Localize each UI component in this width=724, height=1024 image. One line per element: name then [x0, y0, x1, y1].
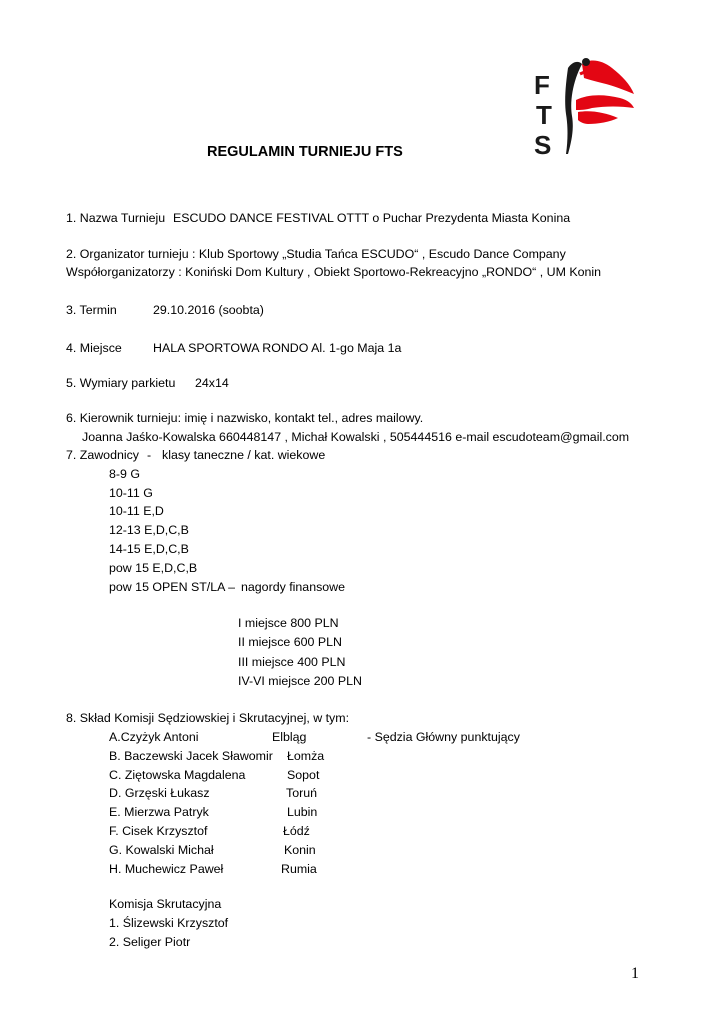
judge-city: Rumia [281, 862, 317, 876]
class-item: 12-13 E,D,C,B [109, 523, 189, 537]
competitors-dash: - [147, 448, 152, 462]
judge-city: Konin [284, 843, 316, 857]
judge-name: B. Baczewski Jacek Sławomir [109, 749, 273, 763]
scrutiny-member: 2. Seliger Piotr [109, 935, 191, 949]
class-item: 8-9 G [109, 467, 140, 481]
competitors-subtitle: klasy taneczne / kat. wiekowe [162, 448, 326, 462]
judge-city: Łódź [283, 824, 310, 838]
venue-label: 4. Miejsce [66, 341, 122, 355]
tournament-name: ESCUDO DANCE FESTIVAL OTTT o Puchar Prezydenta Miasta Konina [173, 211, 571, 225]
scrutiny-heading: Komisja Skrutacyjna [109, 897, 222, 911]
class-item: pow 15 OPEN ST/LA – [109, 580, 236, 594]
class-item: 10-11 G [109, 486, 153, 500]
judge-name: A.Czyżyk Antoni [109, 730, 199, 744]
svg-text:S: S [534, 130, 552, 158]
prize-item: I miejsce 800 PLN [238, 616, 339, 630]
co-organizers-line: Współorganizatorzy : Koniński Dom Kultury , Obiekt Sportowo-Rekreacyjno „RONDO“ , UM Konin [66, 265, 602, 279]
judge-city: Toruń [286, 786, 317, 800]
scrutiny-member: 1. Ślizewski Krzysztof [109, 916, 229, 930]
prize-item: IV-VI miejsce 200 PLN [238, 674, 362, 688]
class-item: 14-15 E,D,C,B [109, 542, 189, 556]
judge-name: G. Kowalski Michał [109, 843, 214, 857]
organizer-line: 2. Organizator turnieju : Klub Sportowy „Studia Tańca ESCUDO“ , Escudo Dance Company [66, 247, 566, 261]
judge-city: Elbląg [272, 730, 307, 744]
prize-item: II miejsce 600 PLN [238, 635, 342, 649]
competitors-label: 7. Zawodnicy [66, 448, 140, 462]
prizes-label: nagordy finansowe [241, 580, 346, 594]
class-item: pow 15 E,D,C,B [109, 561, 198, 575]
judge-city: Lubin [287, 805, 318, 819]
section-1-label: 1. Nazwa Turnieju [66, 211, 166, 225]
judge-name: D. Grzęski Łukasz [109, 786, 210, 800]
date-label: 3. Termin [66, 303, 117, 317]
judge-role: - Sędzia Główny punktujący [367, 730, 520, 744]
judge-name: E. Mierzwa Patryk [109, 805, 209, 819]
class-item: 10-11 E,D [109, 504, 164, 518]
svg-text:T: T [536, 100, 552, 130]
prize-item: III miejsce 400 PLN [238, 655, 346, 669]
judge-city: Łomża [287, 749, 325, 763]
director-heading: 6. Kierownik turnieju: imię i nazwisko, kontakt tel., adres mailowy. [66, 411, 424, 425]
document-title: REGULAMIN TURNIEJU FTS [207, 144, 403, 160]
judge-name: H. Muchewicz Paweł [109, 862, 224, 876]
judges-heading: 8. Skład Komisji Sędziowskiej i Skrutacyjnej, w tym: [66, 711, 350, 725]
venue-value: HALA SPORTOWA RONDO Al. 1-go Maja 1a [153, 341, 402, 355]
judge-name: F. Cisek Krzysztof [109, 824, 208, 838]
fts-logo [532, 54, 636, 158]
page-number: 1 [631, 965, 639, 982]
floor-size-value: 24x14 [195, 376, 229, 390]
floor-size-label: 5. Wymiary parkietu [66, 376, 176, 390]
svg-text:F: F [534, 70, 550, 100]
judge-name: C. Ziętowska Magdalena [109, 768, 246, 782]
date-value: 29.10.2016 (soobta) [153, 303, 264, 317]
director-contact: Joanna Jaśko-Kowalska 660448147 , Michał Kowalski , 505444516 e-mail escudoteam@gmail.com [82, 430, 630, 444]
judge-city: Sopot [287, 768, 320, 782]
